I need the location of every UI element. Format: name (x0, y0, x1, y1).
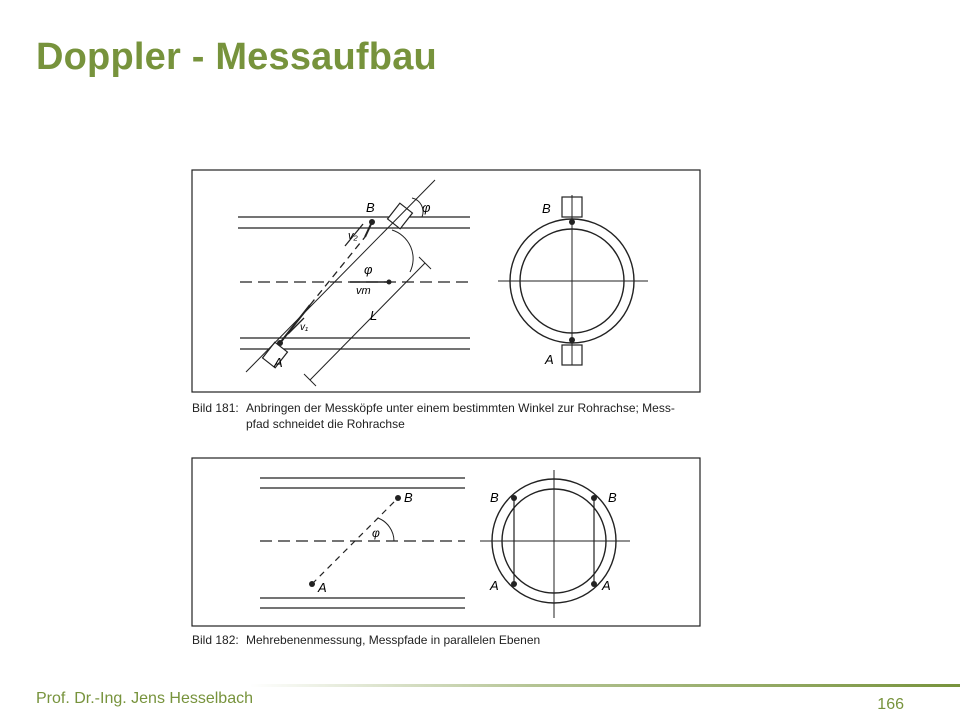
slide-title: Doppler - Messaufbau (36, 36, 437, 78)
extension-line (246, 180, 435, 372)
cross2-label-b-right: B (608, 490, 617, 505)
label-phi-top: φ (422, 200, 431, 215)
vm-arrowhead (387, 280, 392, 285)
figure-181-caption-line2: pfad schneidet die Rohrachse (246, 417, 405, 431)
figure-181-caption (192, 400, 675, 432)
footer-divider (250, 684, 960, 687)
figure-181-caption-line1: Anbringen der Messköpfe unter einem bestimmten Winkel zur Rohrachse; Mess- (246, 401, 675, 415)
fig2-label-b: B (404, 490, 413, 505)
label-vm: vm (356, 285, 371, 297)
figure-182-diagram (192, 458, 700, 626)
footer-author: Prof. Dr.-Ing. Jens Hesselbach (36, 690, 253, 707)
fig2-label-a: A (318, 580, 327, 595)
figure-182-caption-text: Mehrebenenmessung, Messpfade in parallelen Ebenen (246, 633, 541, 647)
cross-point-b (569, 219, 575, 225)
angle2-arc (378, 518, 394, 541)
cross-label-b: B (542, 201, 551, 216)
label-l: L (370, 308, 378, 323)
path2-point-a (309, 581, 315, 587)
cross-point-a (569, 337, 575, 343)
label-v1: v₁ (300, 322, 309, 333)
figure-181-diagram (192, 170, 700, 392)
figure-182-caption (192, 632, 540, 648)
point-a (277, 340, 283, 346)
label-phi-mid: φ (364, 262, 373, 277)
path2-point-b (395, 495, 401, 501)
cross2-label-b-left: B (490, 490, 499, 505)
figure-182-frame (192, 458, 700, 626)
figure-182-caption-label: Bild 182: (192, 633, 239, 647)
cross2-label-a-left: A (490, 578, 499, 593)
cross-label-a: A (545, 352, 554, 367)
doppler-figure (160, 160, 720, 660)
figure-181-caption-label: Bild 181: (192, 401, 239, 415)
label-b: B (366, 200, 375, 215)
fig2-label-phi: φ (372, 526, 380, 540)
page-number: 166 (877, 696, 904, 713)
point-b (369, 219, 375, 225)
dimension-l-line (310, 263, 425, 380)
angle-arc-lower (392, 230, 413, 272)
cross2-label-a-right: A (602, 578, 611, 593)
label-a: A (274, 355, 283, 370)
label-v2: v₂ (348, 230, 358, 242)
